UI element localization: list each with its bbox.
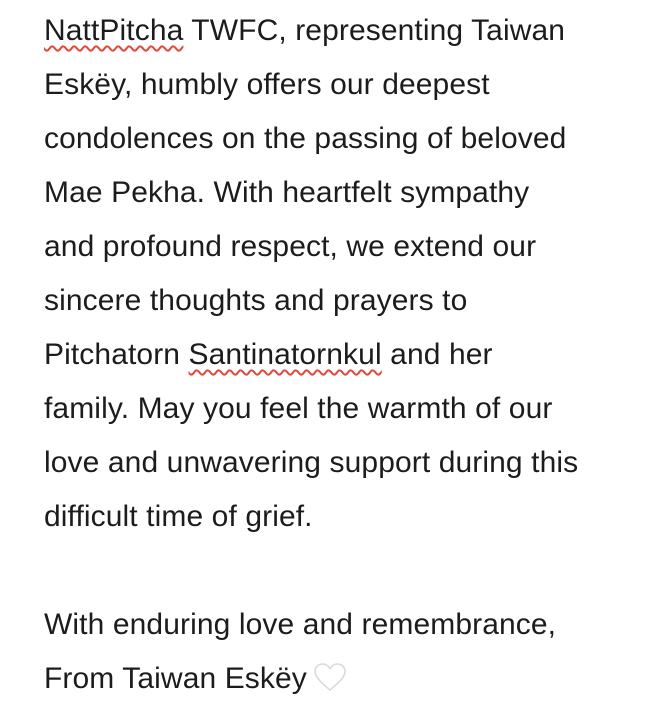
text-fragment: TWFC, representing Taiwan — [183, 14, 566, 47]
closing-paragraph — [44, 594, 644, 702]
text-line — [44, 0, 644, 54]
text-line: Eskëy, humbly offers our deepest — [44, 68, 490, 101]
misspelled-word[interactable]: NattPitcha — [44, 14, 184, 47]
text-line: difficult time of grief. — [44, 500, 313, 533]
text-line: family. May you feel the warmth of our — [44, 392, 553, 425]
note-body[interactable] — [44, 0, 644, 702]
text-line: With enduring love and remembrance, — [44, 608, 557, 641]
text-line: love and unwavering support during this — [44, 446, 579, 479]
condolence-paragraph — [44, 0, 644, 540]
blank-line — [44, 540, 644, 594]
text-line: condolences on the passing of beloved — [44, 122, 567, 155]
text-fragment: and her — [381, 338, 493, 371]
text-line — [44, 324, 644, 378]
text-fragment: From Taiwan Eskëy — [44, 662, 307, 695]
text-fragment: Pitchatorn — [44, 338, 189, 371]
signature-line — [44, 648, 644, 702]
white-heart-icon — [313, 656, 347, 710]
misspelled-word[interactable]: Santinatornkul — [188, 338, 382, 371]
text-line: and profound respect, we extend our — [44, 230, 537, 263]
text-line: Mae Pekha. With heartfelt sympathy — [44, 176, 530, 209]
text-line: sincere thoughts and prayers to — [44, 284, 468, 317]
